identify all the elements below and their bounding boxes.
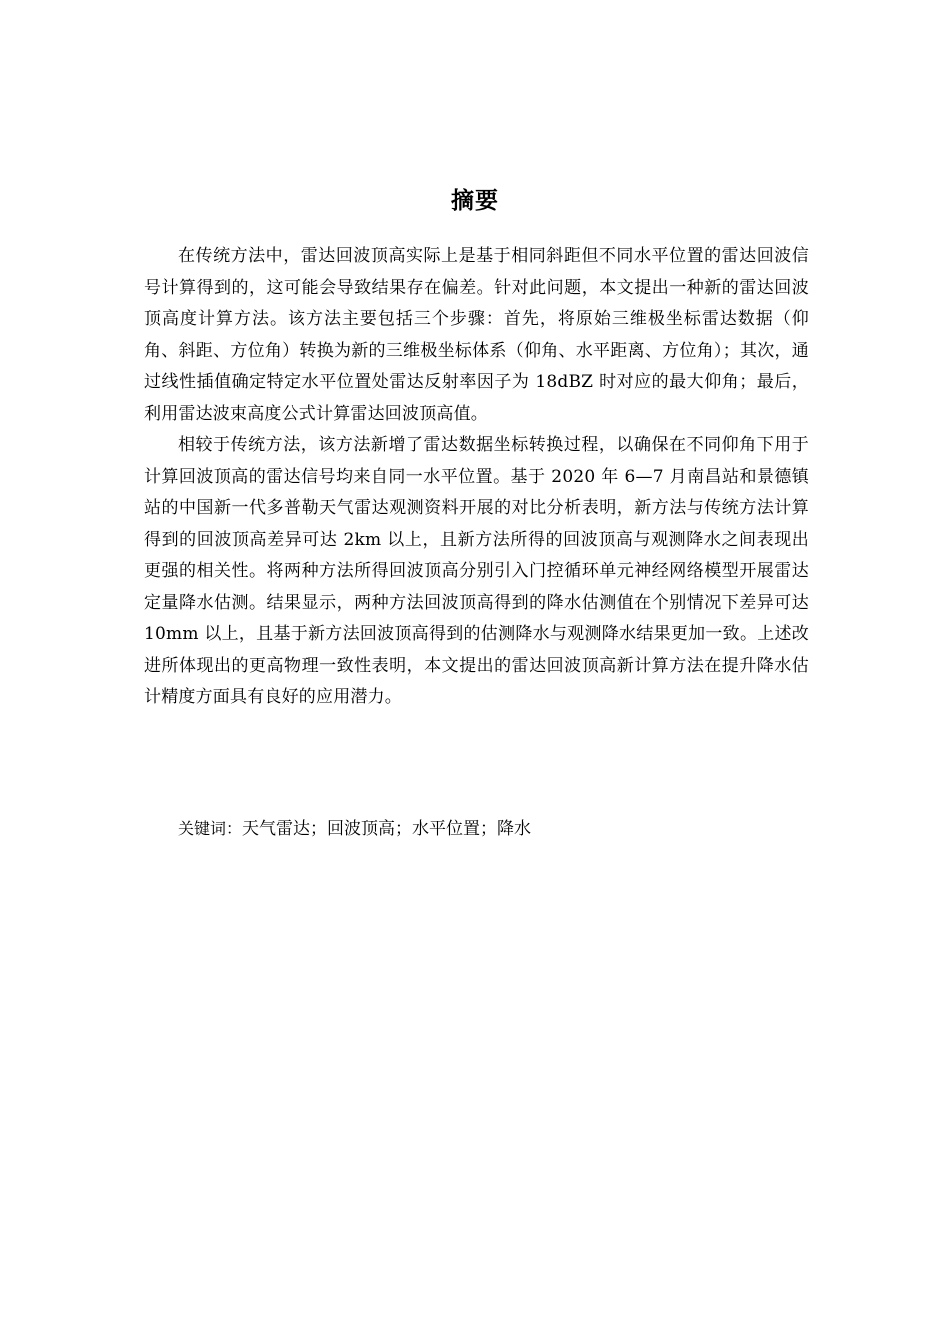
abstract-paragraph-2: 相较于传统方法，该方法新增了雷达数据坐标转换过程，以确保在不同仰角下用于计算回波顶高的雷达信号均来自同一水平位置。基于 2020 年 6—7 月南昌站和景德镇站的中国新一代多普勒天气雷达观测资料开展的对比分析表明，新方法与传统方法计算得到的回波顶高差异可达 2km 以上，且新方法所得的回波顶高与观测降水之间表现出更强的相关性。将两种方法所得回波顶高分别引入门控循环单元神经网络模型开展雷达定量降水估测。结果显示，两种方法回波顶高得到的降水估测值在个别情况下差异可达 10mm 以上，且基于新方法回波顶高得到的估测降水与观测降水结果更加一致。上述改进所体现出的更高物理一致性表明，本文提出的雷达回波顶高新计算方法在提升降水估计精度方面具有良好的应用潜力。 [144, 435, 809, 707]
keywords-label: 关键词： [178, 819, 243, 838]
keywords-list: 天气雷达；回波顶高；水平位置；降水 [242, 819, 532, 839]
abstract-paragraph-1: 在传统方法中，雷达回波顶高实际上是基于相同斜距但不同水平位置的雷达回波信号计算得到的，这可能会导致结果存在偏差。针对此问题，本文提出一种新的雷达回波顶高度计算方法。该方法主要包括三个步骤：首先，将原始三维极坐标雷达数据（仰角、斜距、方位角）转换为新的三维极坐标体系（仰角、水平距离、方位角）；其次，通过线性插值确定特定水平位置处雷达反射率因子为 18dBZ 时对应的最大仰角；最后，利用雷达波束高度公式计算雷达回波顶高值。 [144, 246, 809, 424]
abstract-title: 摘要 [451, 188, 499, 214]
abstract-body [144, 241, 809, 714]
keywords-line [178, 813, 798, 845]
